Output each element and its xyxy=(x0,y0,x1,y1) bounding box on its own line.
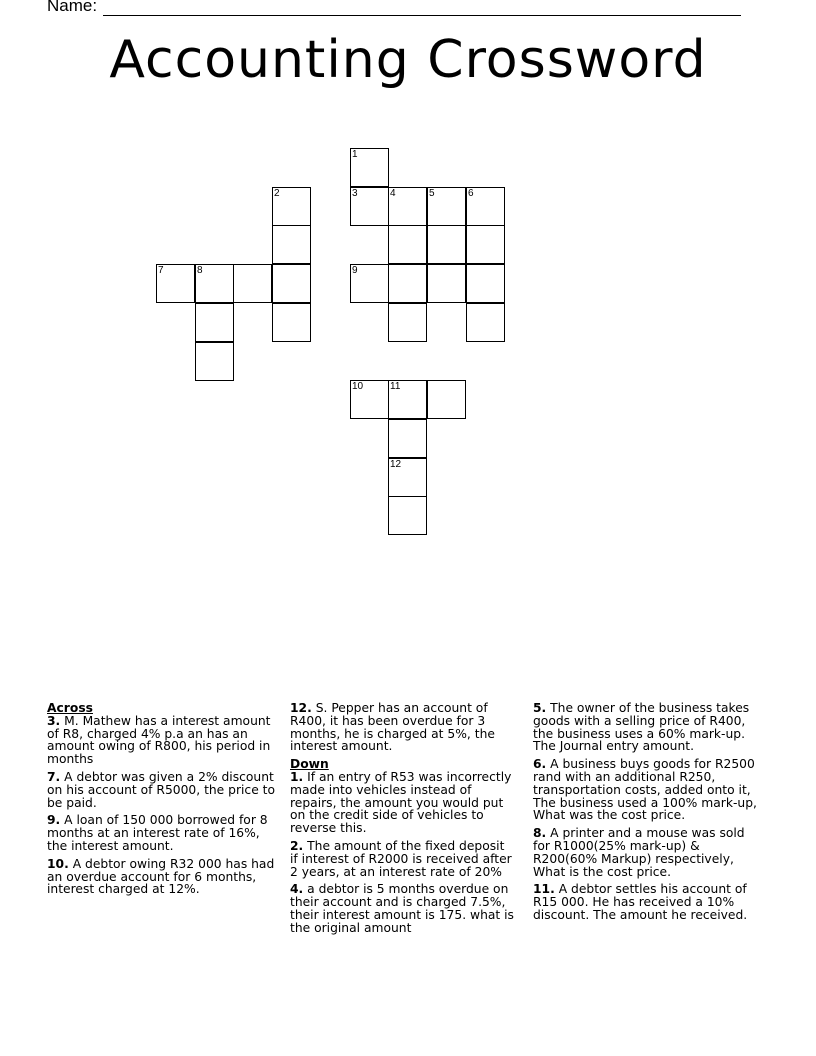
name-field[interactable] xyxy=(47,0,741,16)
name-label: Name: xyxy=(47,0,98,15)
clue-number: 1 xyxy=(352,149,358,160)
clue-number: 4 xyxy=(390,188,396,199)
clue-number: 8 xyxy=(197,265,203,276)
clue-item xyxy=(290,883,515,934)
clue-number: 7 xyxy=(158,265,164,276)
grid-cell[interactable] xyxy=(272,187,311,226)
clue-item xyxy=(533,758,765,822)
grid-cell[interactable] xyxy=(388,458,427,497)
clue-item-text: The amount of the fixed deposit if interest of R2000 is received after 2 years, at an interest rate of 20% xyxy=(290,838,512,879)
clue-item-text: A debtor settles his account of R15 000. He has received a 10% discount. The amount he received. xyxy=(533,882,748,922)
clue-item xyxy=(290,840,515,878)
clue-item xyxy=(290,771,515,835)
clue-item-text: If an entry of R53 was incorrectly made into vehicles instead of repairs, the amount you would put on the credit side of vehicles to reverse this. xyxy=(290,769,512,836)
clue-item-text: A debtor was given a 2% discount on his account of R5000, the price to be paid. xyxy=(47,769,276,810)
clue-item-number: 2. xyxy=(290,838,304,853)
clue-item xyxy=(47,771,279,809)
grid-cell[interactable] xyxy=(388,303,427,342)
clue-item-number: 7. xyxy=(47,769,61,784)
page-title: Accounting Crossword xyxy=(109,30,707,90)
clue-item-text: S. Pepper has an account of R400, it has been overdue for 3 months, he is charged at 5%, the interest amount. xyxy=(290,701,495,754)
grid-cell[interactable] xyxy=(427,380,466,419)
grid-cell[interactable] xyxy=(388,264,427,303)
grid-cell[interactable] xyxy=(427,187,466,226)
across-clue-list xyxy=(47,715,279,896)
grid-cell[interactable] xyxy=(427,264,466,303)
clue-number: 9 xyxy=(352,265,358,276)
clue-item-number: 5. xyxy=(533,701,547,715)
clue-item xyxy=(47,814,279,852)
clue-item-number: 8. xyxy=(533,826,547,841)
across-clue-list-continued xyxy=(290,702,515,753)
clue-item xyxy=(47,715,279,766)
grid-cell[interactable] xyxy=(466,187,505,226)
clue-number: 10 xyxy=(352,381,364,392)
grid-cell[interactable] xyxy=(195,303,234,342)
grid-cell[interactable] xyxy=(350,264,389,303)
grid-cell[interactable] xyxy=(388,225,427,264)
clue-item xyxy=(47,858,279,896)
grid-cell[interactable] xyxy=(350,187,389,226)
clue-item-number: 6. xyxy=(533,757,547,772)
grid-cell[interactable] xyxy=(350,380,389,419)
clue-item-text: A printer and a mouse was sold for R1000(25% mark-up) & R200(60% Markup) respectively, What is the cost price. xyxy=(533,826,745,879)
grid-cell[interactable] xyxy=(233,264,272,303)
clue-number: 6 xyxy=(468,188,474,199)
clue-item-text: The owner of the business takes goods with a selling price of R400, the business uses a 60% mark-up. The Journal entry amount. xyxy=(533,701,750,754)
clue-item xyxy=(533,702,765,753)
clue-item-number: 1. xyxy=(290,769,304,784)
grid-cell[interactable] xyxy=(272,264,311,303)
clue-number: 5 xyxy=(429,188,435,199)
grid-cell[interactable] xyxy=(388,380,427,419)
clue-item-number: 3. xyxy=(47,713,61,728)
grid-cell[interactable] xyxy=(466,264,505,303)
clue-item xyxy=(533,883,765,921)
clues-column-1 xyxy=(47,702,279,901)
down-clue-list xyxy=(290,771,515,935)
clue-item xyxy=(533,827,765,878)
grid-cell[interactable] xyxy=(466,225,505,264)
clue-item-number: 10. xyxy=(47,856,69,871)
grid-cell[interactable] xyxy=(195,342,234,381)
clue-item xyxy=(290,702,515,753)
clue-number: 11 xyxy=(390,381,401,392)
clue-item-text: A debtor owing R32 000 has had an overdue account for 6 months, interest charged at 12%. xyxy=(47,856,275,897)
grid-cell[interactable] xyxy=(350,148,389,187)
clue-item-number: 9. xyxy=(47,813,61,828)
clue-item-text: A loan of 150 000 borrowed for 8 months at an interest rate of 16%, the interest amount. xyxy=(47,813,268,853)
grid-cell[interactable] xyxy=(427,225,466,264)
clue-item-text: M. Mathew has a interest amount of R8, charged 4% p.a an has an amount owing of R800, his period in months xyxy=(47,713,271,767)
clue-number: 2 xyxy=(274,188,280,199)
grid-cell[interactable] xyxy=(388,187,427,226)
down-heading: Down xyxy=(290,757,329,772)
clue-number: 12 xyxy=(390,459,402,470)
grid-cell[interactable] xyxy=(272,303,311,342)
clues-column-3 xyxy=(533,702,765,927)
clue-item-number: 11. xyxy=(533,882,555,897)
grid-cell[interactable] xyxy=(195,264,234,303)
clue-item-text: a debtor is 5 months overdue on their account and is charged 7.5%, their interest amount is 175. what is the original amount xyxy=(290,882,514,935)
clue-item-number: 12. xyxy=(290,701,312,715)
grid-cell[interactable] xyxy=(388,419,427,458)
clues-column-2 xyxy=(290,702,515,940)
clue-item-number: 4. xyxy=(290,882,304,897)
down-clue-list-continued xyxy=(533,702,765,922)
grid-cell[interactable] xyxy=(156,264,195,303)
grid-cell[interactable] xyxy=(272,225,311,264)
grid-cell[interactable] xyxy=(388,496,427,535)
name-underline[interactable] xyxy=(103,0,741,16)
grid-cell[interactable] xyxy=(466,303,505,342)
clue-item-text: A business buys goods for R2500 rand with an additional R250, transportation costs, added onto it, The business used a 100% mark-up, What was the cost price. xyxy=(533,757,757,823)
clue-number: 3 xyxy=(352,188,358,199)
across-heading: Across xyxy=(47,701,93,715)
